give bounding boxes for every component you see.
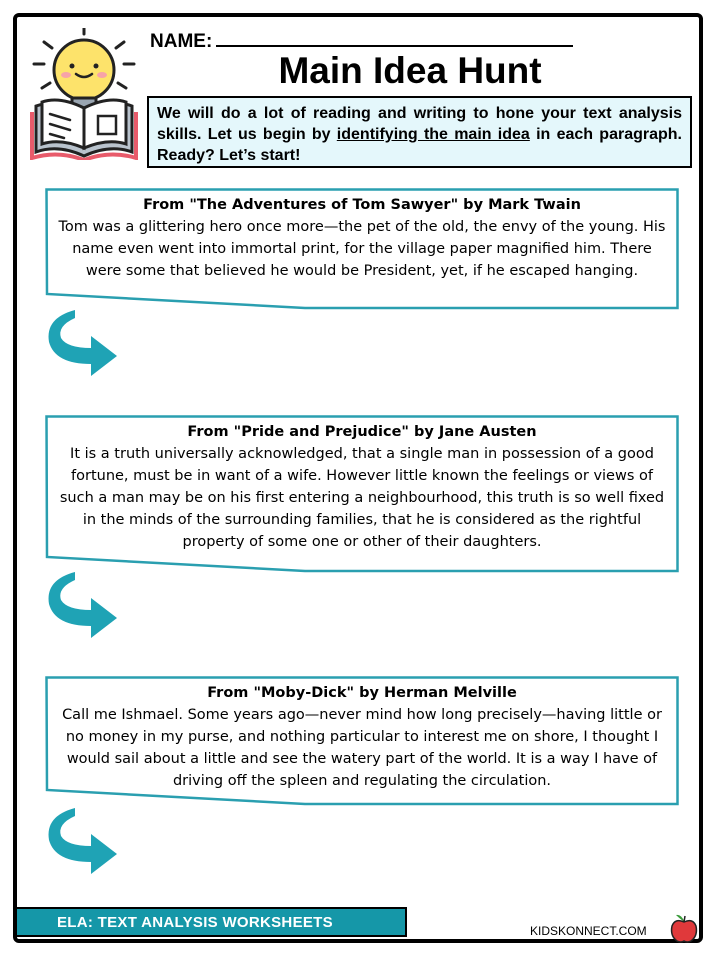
intro-text-start: We will do a lot of reading and writing to hone your text analysis skills. Let us begin by bbox=[157, 105, 682, 143]
passage-heading: From "Moby-Dick" by Herman Melville bbox=[207, 685, 517, 701]
passage-heading: From "The Adventures of Tom Sawyer" by Mark Twain bbox=[143, 197, 581, 213]
intro-emphasis: identifying the main idea bbox=[336, 126, 530, 143]
curved-arrow-icon bbox=[45, 570, 123, 640]
page-title: Main Idea Hunt bbox=[278, 50, 542, 91]
passage-text bbox=[53, 421, 671, 553]
passage-text bbox=[53, 682, 671, 792]
site-url[interactable]: KIDSKONNECT.COM bbox=[530, 924, 647, 938]
passage-body: It is a truth universally acknowledged, that a single man in possession of a good fortune, must be in want of a wife. However little known the feelings or views of such a man may be on his first entering a neighbourhood, this truth is so well fixed in the minds of the surrounding families, that he is considered as the rightful property of some one or other of their daughters. bbox=[59, 446, 665, 550]
curved-arrow-icon bbox=[45, 308, 123, 378]
apple-icon bbox=[669, 912, 699, 944]
passage-body: Call me Ishmael. Some years ago—never mind how long precisely—having little or no money in my purse, and nothing particular to interest me on shore, I thought I would sail about a little and see the watery part of the world. It is a way I have of driving off the spleen and regulating the circulation. bbox=[62, 707, 662, 789]
intro-box bbox=[147, 96, 692, 168]
name-blank-line[interactable] bbox=[216, 27, 573, 47]
intro-text-end: in each paragraph. Ready? Let’s start! bbox=[157, 126, 682, 164]
worksheet-series-label: ELA: TEXT ANALYSIS WORKSHEETS bbox=[15, 907, 407, 937]
name-label: NAME: bbox=[150, 31, 213, 52]
passage-text bbox=[53, 194, 671, 282]
passage-card bbox=[45, 415, 679, 583]
passage-body: Tom was a glittering hero once more—the pet of the old, the envy of the young. His name even went into immortal print, for the village paper magnified him. There were some that believed he would be President, yet, if he escaped hanging. bbox=[58, 219, 666, 279]
passage-card bbox=[45, 676, 679, 814]
passage-heading: From "Pride and Prejudice" by Jane Austen bbox=[187, 424, 537, 440]
curved-arrow-icon bbox=[45, 806, 123, 876]
lightbulb-book-icon bbox=[28, 28, 140, 160]
passage-card bbox=[45, 188, 679, 320]
